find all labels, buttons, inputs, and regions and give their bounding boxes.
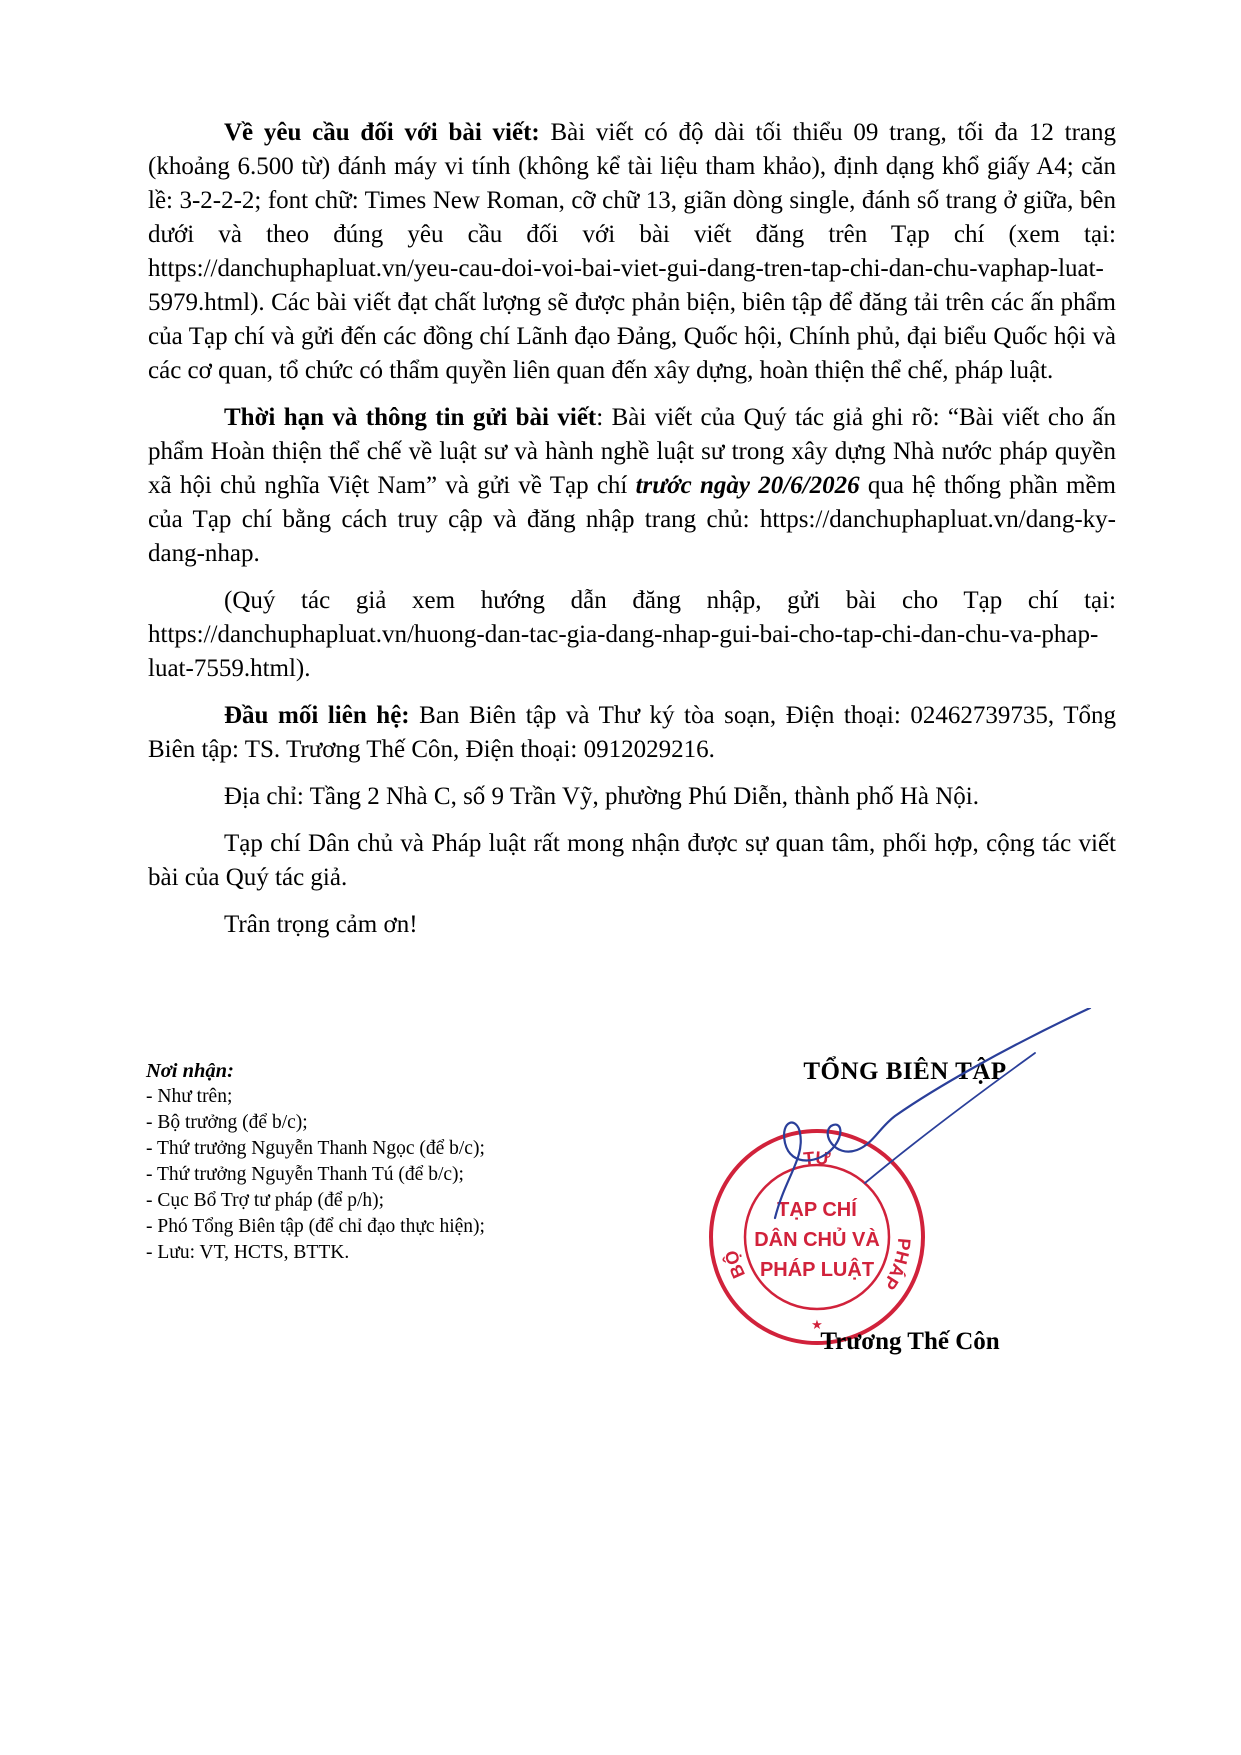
seal-star-icon: ★ [811,1318,823,1333]
signature-stroke-2 [865,1053,1035,1183]
paragraph-deadline [148,401,1116,571]
deadline-date: trước ngày 20/6/2026 [635,472,860,499]
requirements-text: Bài viết có độ dài tối thiểu 09 trang, tối đa 12 trang (khoảng 6.500 từ) đánh máy vi tính (không kể tài liệu tham khảo), định dạng khổ giấy A4; căn lề: 3-2-2-2; font chữ: Times New Roman, cỡ chữ 13, giãn dòng single, đánh số trang ở giữa, bên dưới và theo đúng yêu cầu đối với bài viết đăng trên Tạp chí (xem tại: https://danchuphapluat.vn/yeu-cau-doi-voi-bai-viet-gui-dang-tren-tap-chi-dan-chu-vaphap-luat-5979.html). Các bài viết đạt chất lượng sẽ được phản biện, biên tập để đăng tải trên các ấn phẩm của Tạp chí và gửi đến các đồng chí Lãnh đạo Đảng, Quốc hội, Chính phủ, đại biểu Quốc hội và các cơ quan, tổ chức có thẩm quyền liên quan đến xây dựng, hoàn thiện thể chế, pháp luật. [148,119,1116,384]
requirements-label: Về yêu cầu đối với bài viết: [224,119,540,146]
seal-top-text: TƯ [802,1147,832,1169]
paragraph-requirements [148,116,1116,388]
contact-text: Ban Biên tập và Thư ký tòa soạn, Điện thoại: 02462739735, Tổng Biên tập: TS. Trương Thế Côn, Điện thoại: 0912029216. [148,702,1116,763]
recipient-item: - Thứ trưởng Nguyễn Thanh Ngọc (để b/c); [146,1138,485,1159]
seal-right-text: PHÁP [879,1237,915,1294]
paragraph-thanks: Trân trọng cảm ơn! [224,911,418,938]
handwritten-signature [745,1008,1105,1228]
recipient-item: - Thứ trưởng Nguyễn Thanh Tú (để b/c); [146,1164,464,1185]
seal-line-2: DÂN CHỦ VÀ [754,1229,880,1251]
recipient-item: - Cục Bổ Trợ tư pháp (để p/h); [146,1190,385,1211]
paragraph-closing: Tạp chí Dân chủ và Pháp luật rất mong nhận được sự quan tâm, phối hợp, cộng tác viết bài của Quý tác giả. [148,830,1116,891]
seal-line-1: TẠP CHÍ [777,1199,857,1221]
deadline-text-after: qua hệ thống phần mềm của Tạp chí bằng cách truy cập và đăng nhập trang chủ: https://danchuphapluat.vn/dang-ky-dang-nhap. [148,472,1116,567]
letter-body [148,116,1116,955]
deadline-text-before: : Bài viết của Quý tác giả ghi rõ: “Bài viết cho ấn phẩm Hoàn thiện thể chế về luật sư và hành nghề luật sư trong xây dựng Nhà nước pháp quyền xã hội chủ nghĩa Việt Nam” và gửi về Tạp chí [148,404,1116,499]
recipient-item: - Bộ trưởng (để b/c); [146,1112,308,1133]
recipients-block [146,1058,666,1266]
contact-label: Đầu mối liên hệ: [224,702,410,729]
seal-line-3: PHÁP LUẬT [759,1259,875,1281]
recipients-heading: Nơi nhận: [146,1060,234,1082]
signature-stroke [775,1008,1090,1218]
signature-title: TỔNG BIÊN TẬP [803,1058,1007,1085]
recipient-item: - Lưu: VT, HCTS, BTTK. [146,1242,350,1263]
svg-text:BỘ [720,1248,749,1281]
recipient-item: - Như trên; [146,1086,233,1107]
paragraph-address: Địa chỉ: Tầng 2 Nhà C, số 9 Trần Vỹ, phường Phú Diễn, thành phố Hà Nội. [224,783,979,810]
deadline-label: Thời hạn và thông tin gửi bài viết [224,404,597,431]
recipient-item: - Phó Tổng Biên tập (để chỉ đạo thực hiện); [146,1216,485,1237]
signer-name: Trương Thế Côn [820,1328,1000,1355]
paragraph-contact [148,699,1116,767]
paragraph-guide: (Quý tác giả xem hướng dẫn đăng nhập, gửi bài cho Tạp chí tại: https://danchuphapluat.vn/huong-dan-tac-gia-dang-nhap-gui-bai-cho-tap-chi-dan-chu-va-phap-luat-7559.html). [148,587,1116,682]
recipients-list [146,1084,666,1266]
seal-left-text: BỘ [721,1248,749,1282]
